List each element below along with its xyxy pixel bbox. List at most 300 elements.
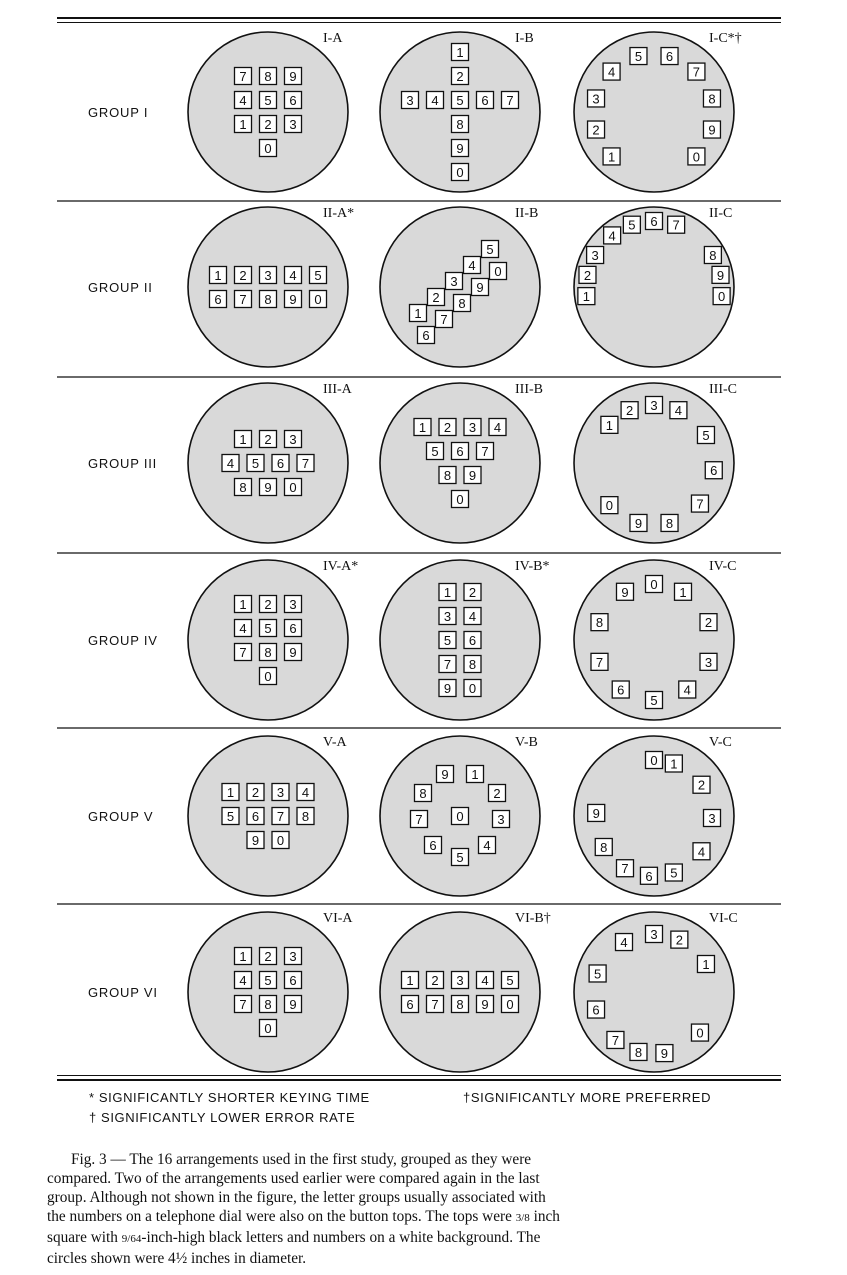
key-0 xyxy=(646,576,663,593)
key-digit: 8 xyxy=(709,248,717,263)
key-4 xyxy=(489,419,506,436)
key-digit: 7 xyxy=(696,496,704,512)
key-3 xyxy=(588,90,605,107)
key-digit: 8 xyxy=(264,292,272,307)
key-digit: 5 xyxy=(264,973,272,988)
key-digit: 3 xyxy=(592,91,600,107)
key-1 xyxy=(697,956,714,973)
key-digit: 5 xyxy=(702,428,710,443)
key-digit: 1 xyxy=(239,597,247,612)
key-digit: 9 xyxy=(660,1046,669,1062)
key-8 xyxy=(452,116,469,133)
key-7 xyxy=(411,811,428,828)
key-9 xyxy=(285,644,302,661)
key-digit: 9 xyxy=(251,833,260,848)
telephone-face-circle xyxy=(380,560,540,720)
key-digit: 2 xyxy=(704,615,713,631)
key-8 xyxy=(454,295,471,312)
telephone-face-circle xyxy=(380,383,540,543)
group-label: GROUP I xyxy=(88,105,149,120)
key-digit: 6 xyxy=(429,838,437,853)
key-6 xyxy=(612,681,629,698)
arrangement-label: II-A* xyxy=(323,206,355,221)
arrangement-label: IV-A* xyxy=(323,559,359,574)
key-digit: 5 xyxy=(634,49,643,65)
key-digit: 6 xyxy=(289,621,297,636)
key-9 xyxy=(260,479,277,496)
key-1 xyxy=(235,431,252,448)
key-2 xyxy=(247,784,264,801)
key-digit: 4 xyxy=(468,258,476,273)
key-8 xyxy=(661,514,678,531)
key-7 xyxy=(235,291,252,308)
bottom-rule-outer xyxy=(57,1079,781,1081)
arrangement-label: I-A xyxy=(323,31,343,46)
key-digit: 4 xyxy=(607,64,616,80)
key-4 xyxy=(297,784,314,801)
key-digit: 3 xyxy=(443,609,452,624)
arrangement-i-c xyxy=(574,31,742,192)
key-3 xyxy=(646,397,663,414)
key-digit: 6 xyxy=(289,93,297,108)
group-label: GROUP V xyxy=(88,809,154,824)
key-4 xyxy=(603,63,620,80)
arrangement-iii-c xyxy=(574,382,737,543)
key-8 xyxy=(630,1043,647,1060)
key-7 xyxy=(591,653,608,670)
key-digit: 5 xyxy=(226,809,235,824)
key-7 xyxy=(691,495,708,512)
key-digit: 4 xyxy=(239,973,247,988)
key-8 xyxy=(464,656,481,673)
key-5 xyxy=(260,972,277,989)
key-4 xyxy=(670,402,687,419)
key-5 xyxy=(482,241,499,258)
key-9 xyxy=(656,1045,673,1062)
key-5 xyxy=(427,443,444,460)
key-digit: 0 xyxy=(276,833,285,848)
key-4 xyxy=(427,92,444,109)
key-2 xyxy=(588,121,605,138)
key-digit: 3 xyxy=(276,785,285,800)
key-2 xyxy=(464,584,481,601)
legend-dagger-preferred: †SIGNIFICANTLY MORE PREFERRED xyxy=(463,1090,712,1105)
key-digit: 7 xyxy=(301,456,310,471)
key-digit: 3 xyxy=(456,973,464,988)
telephone-face-circle xyxy=(380,912,540,1072)
key-digit: 0 xyxy=(289,480,297,495)
key-digit: 4 xyxy=(697,844,706,860)
key-4 xyxy=(604,227,621,244)
key-digit: 2 xyxy=(264,432,272,447)
arrangement-label: II-B xyxy=(515,206,539,221)
group-label: GROUP III xyxy=(88,456,158,471)
key-digit: 1 xyxy=(214,268,222,283)
key-4 xyxy=(477,972,494,989)
key-digit: 8 xyxy=(419,786,427,801)
key-8 xyxy=(703,90,720,107)
key-9 xyxy=(712,266,729,283)
key-digit: 9 xyxy=(708,122,716,138)
key-digit: 8 xyxy=(264,997,272,1012)
key-5 xyxy=(222,808,239,825)
arrangement-label: IV-C xyxy=(709,559,737,574)
key-1 xyxy=(452,44,469,61)
arrangement-label: III-A xyxy=(323,382,352,397)
key-0 xyxy=(260,1020,277,1037)
key-digit: 9 xyxy=(716,267,725,283)
key-digit: 5 xyxy=(264,621,272,636)
arrangement-vi-c xyxy=(574,911,738,1072)
key-digit: 6 xyxy=(617,682,625,698)
key-0 xyxy=(601,497,618,514)
key-6 xyxy=(272,455,289,472)
key-9 xyxy=(437,766,454,783)
key-6 xyxy=(477,92,494,109)
key-3 xyxy=(493,811,510,828)
arrangement-iv-c xyxy=(574,559,737,720)
key-digit: 1 xyxy=(443,585,452,600)
telephone-face-circle xyxy=(188,736,348,896)
group-label: GROUP VI xyxy=(88,985,158,1000)
group-label: GROUP II xyxy=(88,280,153,295)
key-digit: 8 xyxy=(468,657,477,672)
key-digit: 6 xyxy=(214,292,222,307)
key-5 xyxy=(452,92,469,109)
key-1 xyxy=(675,583,692,600)
key-0 xyxy=(688,148,705,165)
key-digit: 8 xyxy=(458,296,466,311)
key-1 xyxy=(414,419,431,436)
caption-line-with-fraction: the numbers on a telephone dial were also on the button tops. The tops were 3/8 inch xyxy=(47,1208,560,1225)
key-6 xyxy=(402,996,419,1013)
key-8 xyxy=(439,467,456,484)
key-digit: 7 xyxy=(440,312,448,327)
key-3 xyxy=(260,267,277,284)
key-0 xyxy=(310,291,327,308)
arrangement-label: III-C xyxy=(709,382,737,397)
key-digit: 1 xyxy=(239,432,247,447)
key-6 xyxy=(285,92,302,109)
arrangement-iii-b xyxy=(380,382,543,543)
key-digit: 0 xyxy=(456,809,464,824)
key-1 xyxy=(402,972,419,989)
key-7 xyxy=(688,63,705,80)
key-digit: 1 xyxy=(456,45,464,60)
key-digit: 6 xyxy=(276,456,285,471)
key-3 xyxy=(704,810,721,827)
key-2 xyxy=(579,266,596,283)
arrangement-iii-a xyxy=(188,382,353,543)
key-2 xyxy=(452,68,469,85)
arrangement-label: III-B xyxy=(515,382,543,397)
key-digit: 2 xyxy=(592,122,600,138)
arrangement-label: VI-C xyxy=(709,911,738,926)
arrangement-ii-a xyxy=(188,206,354,367)
key-8 xyxy=(595,839,612,856)
key-6 xyxy=(418,327,435,344)
key-2 xyxy=(260,116,277,133)
key-digit: 5 xyxy=(456,93,464,108)
key-digit: 0 xyxy=(264,141,272,156)
key-digit: 2 xyxy=(239,268,247,283)
key-digit: 5 xyxy=(314,268,322,283)
arrangement-ii-c xyxy=(574,206,734,367)
key-2 xyxy=(439,419,456,436)
key-digit: 4 xyxy=(608,228,616,244)
key-1 xyxy=(578,288,595,305)
key-6 xyxy=(210,291,227,308)
key-7 xyxy=(235,68,252,85)
key-2 xyxy=(700,614,717,631)
key-3 xyxy=(285,948,302,965)
key-digit: 9 xyxy=(289,997,297,1012)
key-digit: 5 xyxy=(251,456,260,471)
legend-dagger-error: † SIGNIFICANTLY LOWER ERROR RATE xyxy=(89,1110,356,1125)
key-8 xyxy=(235,479,252,496)
key-digit: 7 xyxy=(239,997,247,1012)
key-digit: 7 xyxy=(595,654,604,670)
key-5 xyxy=(452,849,469,866)
key-3 xyxy=(464,419,481,436)
key-digit: 2 xyxy=(456,69,464,84)
arrangement-i-a xyxy=(188,31,348,192)
key-digit: 5 xyxy=(628,217,636,233)
key-digit: 3 xyxy=(264,268,272,283)
key-digit: 8 xyxy=(456,117,464,132)
key-digit: 6 xyxy=(710,463,718,479)
key-digit: 7 xyxy=(481,444,489,459)
key-1 xyxy=(439,584,456,601)
key-9 xyxy=(285,68,302,85)
key-digit: 7 xyxy=(415,812,423,827)
arrangement-i-b xyxy=(380,31,540,192)
key-5 xyxy=(589,965,606,982)
arrangement-label: VI-A xyxy=(323,911,353,926)
key-digit: 6 xyxy=(456,444,464,459)
key-7 xyxy=(668,216,685,233)
key-7 xyxy=(272,808,289,825)
key-digit: 2 xyxy=(432,290,440,305)
key-9 xyxy=(285,996,302,1013)
telephone-face-circle xyxy=(574,32,734,192)
key-6 xyxy=(285,972,302,989)
key-3 xyxy=(272,784,289,801)
key-digit: 1 xyxy=(418,420,427,435)
key-digit: 6 xyxy=(251,809,260,824)
key-digit: 0 xyxy=(314,292,322,307)
key-1 xyxy=(235,948,252,965)
key-digit: 2 xyxy=(625,403,634,419)
key-digit: 9 xyxy=(441,767,449,782)
key-6 xyxy=(640,867,657,884)
key-5 xyxy=(439,632,456,649)
key-digit: 3 xyxy=(591,248,599,263)
arrangement-ii-b xyxy=(380,206,540,367)
group-label: GROUP IV xyxy=(88,633,158,648)
key-digit: 4 xyxy=(468,609,477,624)
key-5 xyxy=(623,216,640,233)
key-6 xyxy=(705,462,722,479)
key-digit: 9 xyxy=(456,141,464,156)
key-digit: 0 xyxy=(456,165,464,180)
key-digit: 3 xyxy=(289,949,297,964)
key-8 xyxy=(452,996,469,1013)
arrangement-v-c xyxy=(574,735,734,896)
key-digit: 0 xyxy=(494,264,502,279)
key-digit: 1 xyxy=(406,973,414,988)
key-digit: 3 xyxy=(450,274,458,289)
key-digit: 4 xyxy=(239,621,247,636)
key-digit: 2 xyxy=(583,267,592,283)
key-1 xyxy=(235,116,252,133)
key-digit: 4 xyxy=(431,93,439,108)
key-digit: 8 xyxy=(634,1044,643,1060)
key-3 xyxy=(285,431,302,448)
key-digit: 3 xyxy=(289,432,297,447)
key-digit: 5 xyxy=(594,966,602,982)
key-digit: 1 xyxy=(239,949,247,964)
key-3 xyxy=(452,972,469,989)
key-digit: 9 xyxy=(621,584,629,600)
arrangement-v-b xyxy=(380,735,540,896)
key-digit: 3 xyxy=(497,812,505,827)
key-digit: 2 xyxy=(251,785,260,800)
key-digit: 8 xyxy=(708,91,716,107)
key-digit: 6 xyxy=(650,214,658,229)
key-5 xyxy=(260,620,277,637)
key-1 xyxy=(601,416,618,433)
key-9 xyxy=(439,680,456,697)
key-digit: 9 xyxy=(443,681,452,696)
key-digit: 1 xyxy=(226,785,235,800)
key-digit: 1 xyxy=(702,957,710,972)
key-4 xyxy=(693,843,710,860)
key-digit: 4 xyxy=(481,973,489,988)
arrangement-vi-b xyxy=(380,911,551,1072)
key-1 xyxy=(665,755,682,772)
key-digit: 0 xyxy=(718,289,726,305)
key-digit: 6 xyxy=(645,868,653,884)
key-0 xyxy=(272,832,289,849)
key-digit: 7 xyxy=(611,1032,620,1048)
telephone-face-circle xyxy=(188,207,348,367)
key-digit: 4 xyxy=(289,268,297,283)
key-7 xyxy=(502,92,519,109)
key-8 xyxy=(591,614,608,631)
key-digit: 5 xyxy=(670,865,678,881)
key-0 xyxy=(285,479,302,496)
key-digit: 0 xyxy=(468,681,477,696)
caption-line-with-fraction: square with 9/64-inch-high black letters and numbers on a white background. The xyxy=(47,1229,541,1246)
key-9 xyxy=(247,832,264,849)
key-9 xyxy=(588,804,605,821)
key-7 xyxy=(617,860,634,877)
figure-caption xyxy=(47,1150,789,1268)
arrangement-iv-b xyxy=(380,559,550,720)
key-2 xyxy=(260,431,277,448)
key-digit: 2 xyxy=(264,949,272,964)
key-1 xyxy=(210,267,227,284)
key-9 xyxy=(630,514,647,531)
key-digit: 2 xyxy=(493,786,501,801)
key-digit: 3 xyxy=(289,117,297,132)
arrangement-label: VI-B† xyxy=(515,911,551,926)
key-2 xyxy=(235,267,252,284)
key-digit: 9 xyxy=(289,69,297,84)
key-digit: 4 xyxy=(239,93,247,108)
key-8 xyxy=(260,996,277,1013)
key-digit: 6 xyxy=(406,997,414,1012)
key-9 xyxy=(477,996,494,1013)
key-digit: 6 xyxy=(592,1002,600,1018)
arrangement-label: V-C xyxy=(709,735,732,750)
key-digit: 7 xyxy=(506,93,514,108)
key-digit: 9 xyxy=(634,515,643,531)
key-0 xyxy=(691,1024,708,1041)
key-digit: 5 xyxy=(431,444,439,459)
key-digit: 9 xyxy=(592,805,600,821)
key-0 xyxy=(464,680,481,697)
key-4 xyxy=(235,620,252,637)
key-digit: 7 xyxy=(276,809,285,824)
key-5 xyxy=(665,864,682,881)
key-digit: 1 xyxy=(605,417,614,433)
key-digit: 1 xyxy=(239,117,247,132)
key-1 xyxy=(235,596,252,613)
key-3 xyxy=(402,92,419,109)
arrangement-label: V-B xyxy=(515,735,538,750)
key-digit: 4 xyxy=(620,935,628,951)
key-7 xyxy=(439,656,456,673)
key-9 xyxy=(285,291,302,308)
arrangement-label: II-C xyxy=(709,206,733,221)
key-3 xyxy=(446,273,463,290)
key-6 xyxy=(285,620,302,637)
key-digit: 6 xyxy=(422,328,430,343)
key-digit: 2 xyxy=(443,420,452,435)
key-7 xyxy=(427,996,444,1013)
key-4 xyxy=(479,837,496,854)
key-7 xyxy=(235,644,252,661)
key-2 xyxy=(621,402,638,419)
key-7 xyxy=(297,455,314,472)
key-digit: 8 xyxy=(600,840,608,855)
key-digit: 8 xyxy=(665,515,674,531)
key-digit: 8 xyxy=(301,809,310,824)
top-rule-inner xyxy=(57,22,781,23)
key-digit: 6 xyxy=(289,973,297,988)
bottom-rule-inner xyxy=(57,1075,781,1076)
key-4 xyxy=(222,455,239,472)
key-4 xyxy=(464,257,481,274)
key-digit: 4 xyxy=(301,785,310,800)
key-digit: 8 xyxy=(264,645,272,660)
key-digit: 4 xyxy=(226,456,235,471)
caption-line: group. Although not shown in the figure, the letter groups usually associated with xyxy=(47,1189,546,1206)
key-0 xyxy=(260,668,277,685)
telephone-face-circle xyxy=(188,32,348,192)
key-digit: 1 xyxy=(582,289,590,305)
key-9 xyxy=(464,467,481,484)
key-4 xyxy=(464,608,481,625)
key-digit: 6 xyxy=(468,633,477,648)
key-digit: 5 xyxy=(443,633,452,648)
key-digit: 1 xyxy=(471,767,479,782)
arrangement-vi-a xyxy=(188,911,353,1072)
key-digit: 3 xyxy=(289,597,297,612)
key-9 xyxy=(617,583,634,600)
